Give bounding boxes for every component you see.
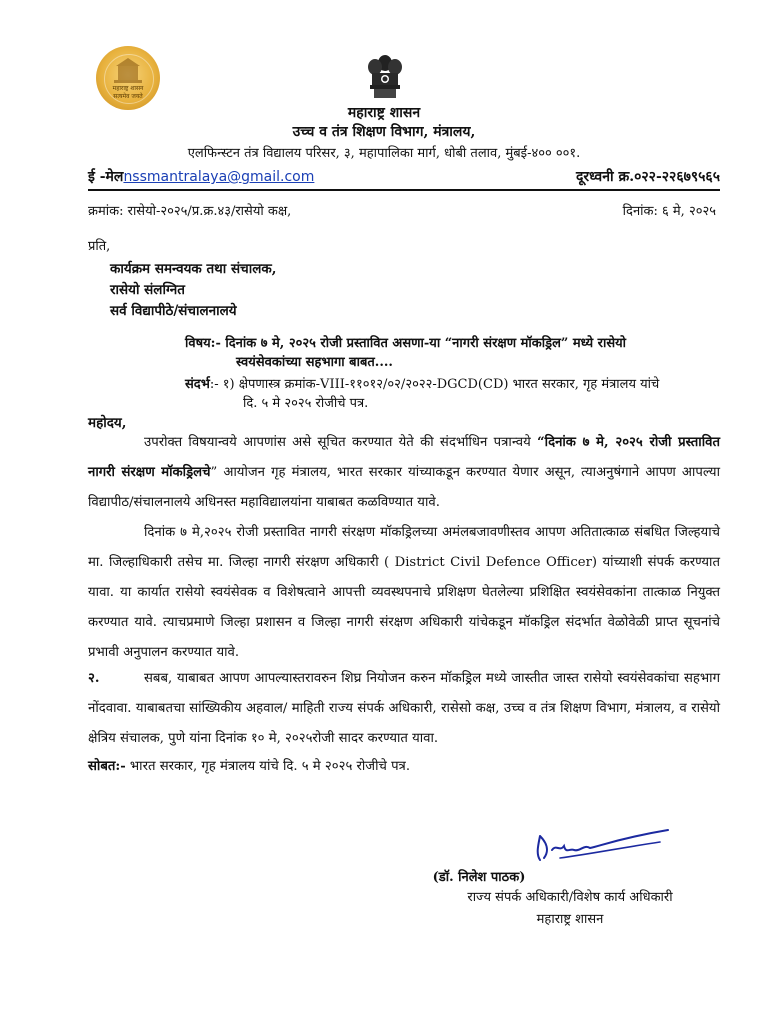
handwritten-signature (500, 828, 670, 872)
reference-text-2: दि. ५ मे २०२५ रोजीचे पत्र. (243, 396, 369, 411)
signatory-name: (डॉ. निलेश पाठक) (432, 870, 526, 885)
signatory-designation: राज्य संपर्क अधिकारी/विशेष कार्य अधिकारी (467, 890, 673, 905)
seal-text-bottom: सत्यमेव जयते (113, 93, 143, 100)
recipient-salutation: प्रति, (88, 239, 111, 254)
header-address: एलफिन्स्टन तंत्र विद्यालय परिसर, ३, महापालिका मार्ग, धोबी तलाव, मुंबई-४०० ००१. (187, 146, 581, 161)
email-row (88, 167, 314, 186)
seal-text-top: महाराष्ट्र शासन (112, 85, 144, 92)
paragraph-1-c: ” आयोजन गृह मंत्रालय, भारत सरकार यांच्याकडून करण्यात येणार असून, त्याअनुषंगाने आपण आपल्या विद्यापीठ/संचालनालये अधिनस्त महाविद्यालयांना याबाबत कळविण्यात यावे. (88, 465, 720, 510)
recipient-line-1: कार्यक्रम समन्वयक तथा संचालक, (110, 261, 277, 277)
letter-date: दिनांक: ६ मे, २०२५ (622, 204, 716, 219)
paragraph-3-text: सबब, याबाबत आपण आपल्यास्तरावरुन शिघ्र नियोजन करुन मॉकड्रिल मध्ये जास्तीत जास्त रासेयो स्वयंसेवकांचा सहभाग नोंदवावा. याबाबतचा सांख्यिकीय अहवाल/ माहिती राज्य संपर्क अधिकारी, रासेसो कक्ष, उच्च व तंत्र शिक्षण विभाग, मंत्रालय, व रासेयो क्षेत्रिय संचालक, पुणे यांना दिनांक १० मे, २०२५रोजी सादर करण्यात यावा. (88, 671, 720, 746)
subject-label: विषय:- (185, 336, 221, 351)
paragraph-1-a: उपरोक्त विषयान्वये आपणांस असे सूचित करण्यात येते की संदर्भाधिन पत्रान्वये (144, 435, 538, 450)
paragraph-3 (88, 664, 720, 754)
paragraph-3-number: २. (88, 671, 100, 686)
national-emblem-icon (364, 54, 406, 106)
header-divider (88, 189, 720, 191)
reference-label: संदर्भ (185, 377, 210, 392)
enclosure-label: सोबत:- (88, 759, 126, 774)
recipient-line-3: सर्व विद्यापीठे/संचालनालये (110, 303, 237, 319)
header-department: उच्च व तंत्र शिक्षण विभाग, मंत्रालय, (292, 124, 476, 140)
phone-number: दूरध्वनी क्र.०२२-२२६७९५६५ (576, 169, 720, 185)
header-government: महाराष्ट्र शासन (347, 105, 421, 121)
enclosure-line (88, 756, 410, 774)
email-label: ई -मेल (88, 169, 124, 185)
maharashtra-seal-logo (96, 46, 160, 110)
subject-text-2: स्वयंसेवकांच्या सहभागा बाबत.... (236, 355, 393, 370)
salutation: महोदय, (88, 415, 127, 431)
signatory-office: महाराष्ट्र शासन (536, 912, 604, 927)
reference-line (185, 375, 725, 394)
paragraph-2: दिनांक ७ मे,२०२५ रोजी प्रस्तावित नागरी संरक्षण मॉकड्रिलच्या अमंलबजावणीस्तव आपण अतितात्काळ संबधित जिल्हयाचे मा. जिल्हाधिकारी तसेच मा. जिल्हा नागरी संरक्षण अधिकारी ( District Civil Defence Officer) यांच्याशी संपर्क करण्यात यावा. या कार्यात रासेयो स्वयंसेवक व विशेषत्वाने आपत्ती व्यवस्थपनाचे प्रशिक्षण घेतलेल्या प्रशिक्षित स्वयंसेवकांना तात्काळ नियुक्त करण्यात यावे. त्याचप्रमाणे जिल्हा प्रशासन व जिल्हा नागरी संरक्षण अधिकारी यांचेकडून मॉकड्रिल संदर्भात वेळोवेळी प्राप्त सूचनांचे प्रभावी अनुपालन करण्यात यावे. (88, 525, 720, 660)
email-link[interactable]: nssmantralaya@gmail.com (123, 169, 315, 185)
paragraph-1-bold: “दिनांक ७ मे, २०२५ रोजी प्रस्तावित नागरी संरक्षण मॉकड्रिलचे (88, 435, 720, 480)
recipient-line-2: रासेयो संलग्नित (110, 282, 185, 298)
paragraph-1 (88, 428, 720, 518)
enclosure-text: भारत सरकार, गृह मंत्रालय यांचे दि. ५ मे २०२५ रोजीचे पत्र. (125, 759, 411, 774)
subject-line (185, 334, 725, 353)
reference-text-1: :- १) क्षेपणास्त्र क्रमांक-VIII-११०१२/०२/२०२२-DGCD(CD) भारत सरकार, गृह मंत्रालय यांचे (209, 377, 660, 392)
subject-text-1: दिनांक ७ मे, २०२५ रोजी प्रस्तावित असणा-या “नागरी संरक्षण मॉकड्रिल” मध्ये रासेयो (220, 336, 627, 351)
reference-number: क्रमांक: रासेयो-२०२५/प्र.क्र.४३/रासेयो कक्ष, (88, 204, 292, 219)
